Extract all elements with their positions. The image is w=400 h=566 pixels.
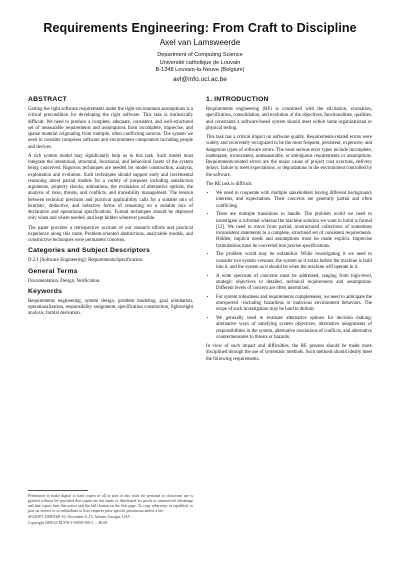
abstract-heading: ABSTRACT bbox=[28, 96, 67, 103]
affiliation-address: B-1348 Louvain-la-Neuve (Belgium) bbox=[155, 67, 245, 73]
affiliation-university: Université catholique de Louvain bbox=[159, 59, 241, 66]
copyright-text: Copyright 2008 ACM 978-1-59593-995-1 ... $5.00. bbox=[28, 521, 109, 526]
list-item: • For system robustness and requirements completeness, we need to anticipate the unexpected –including hazardous or malicious environment behaviors. The scope of such investigation may be hard to delimit. bbox=[216, 295, 372, 314]
intro-paragraph: The RE task is difficult. bbox=[206, 181, 253, 187]
author-email[interactable]: avl@info.ucl.ac.be bbox=[173, 76, 227, 83]
author-name: Axel van Lamsweerde bbox=[159, 38, 241, 47]
left-column bbox=[28, 96, 193, 321]
permission-text: Permission to make digital or hard copies of all or part of this work for personal or classroom use is granted without fee provided that copies are not made or distributed for profit or commercial advantage and that copies bear this notice and the full citation on the first page. To copy otherwise, or republish, to post on servers or to redistribute to lists, requires prior specific permission and/or a fee. bbox=[28, 494, 193, 514]
categories-text: D.2.1 [Software Engineering]: Requirements/Specification. bbox=[28, 258, 144, 264]
keywords-text: Requirements engineering, system design, problem modeling, goal orientation, operationalization, responsibility assignment, specification construction, lightweight analysis, formal derivation. bbox=[28, 298, 193, 317]
intro-paragraph: Requirements engineering (RE) is concerned with the elicitation, evaluation, specification, consolidation, and evolution of the objectives, functionalities, qualities, and constraints a software-based system should meet within some organizational or physical setting. bbox=[206, 107, 372, 131]
abstract-paragraph: Getting the right software requirements under the right environment assumptions is a critical precondition for developing the right software. This task is intrinsically difficult. We need to produce a complete, adequate, consistent, and well-structured set of measurable requirements and assumptions from incomplete, imprecise, and sparse material originating from multiple, often conflicting sources. The system we need to consider comprises software and environment components including people and devices. bbox=[28, 107, 193, 150]
difficulty-list bbox=[206, 191, 372, 341]
categories-heading: Categories and Subject Descriptors bbox=[28, 247, 151, 255]
list-item: • We generally need to evaluate alternative options for decision making: alternative ways of satisfying system objectives, alternative assignments of responsibilities in the system, alternative resolutions of conflicts, and alternative countermeasures to threats or hazards. bbox=[216, 316, 372, 341]
abstract-paragraph: A rich system model may significantly help us in this task. Such model must integrate the intentional, structural, functional, and behavioral facets of the system being conceived. Rigorous techniques are needed for model construction, analysis, exploitation and evolution. Such techniques should support early and incremental reasoning about partial models for a variety of purposes including satisfaction arguments, property checks, animations, the evaluation of alternative options, the analysis of risks, threats, and conflicts, and traceability management. The tension between technical precision and practical applicability calls for a suitable mix of heuristic, deductive, and inductive forms of reasoning on a suitable mix of declarative and operational specifications. Formal techniques should be deployed only when and where needed, and kept hidden wherever possible. bbox=[28, 153, 193, 222]
list-item: • A wide spectrum of concerns must be addressed, ranging from high-level, strategic objectives to detailed, technical requirements and assumptions. Different levels of concern are often intermixed. bbox=[216, 274, 372, 293]
list-item: • We need to cooperate with multiple stakeholders having different background, interests, and expectations. Their concerns are generally partial and often conflicting. bbox=[216, 191, 372, 210]
general-terms-heading: General Terms bbox=[28, 267, 78, 275]
venue-text: SIGSOFT 2008/FSE-16, November 9–15, Atlanta, Georgia, USA bbox=[28, 515, 130, 520]
paper-title: Requirements Engineering: From Craft to Discipline bbox=[43, 21, 357, 35]
keywords-heading: Keywords bbox=[28, 287, 63, 295]
introduction-heading: 1. INTRODUCTION bbox=[206, 96, 269, 103]
footnote-rule bbox=[28, 490, 88, 491]
intro-closing: In view of such impact and difficulties, the RE process should be made more disciplined through the use of systematic methods. Such methods should ideally meet the following requirements. bbox=[206, 344, 372, 362]
general-terms-text: Documentation, Design, Verification. bbox=[28, 278, 101, 284]
intro-paragraph: This task has a critical impact on software quality. Requirements-related errors were widely and recurrently recognized to be the most frequent, persistent, expensive, and dangerous types of software errors. The most serious error types include incomplete, inadequate, inconsistent, unmeasurable, or ambiguous requirements or assumptions. Requirements-related errors are the major cause of project cost overruns, delivery delays, failure to meet expectations, or degradations in the environment controlled by the software. bbox=[206, 135, 372, 178]
affiliation-department: Department of Computing Science bbox=[157, 52, 243, 58]
list-item: • The problem world may be unfamiliar. While investigating it we need to consider two system versions: the system as it exists before the machine is built into it, and the system as it should be when the machine will operate in it. bbox=[216, 252, 372, 271]
permission-footnote bbox=[28, 494, 193, 528]
list-item: • There are multiple transitions to handle. The problem world we need to investigate is informal whereas the machine solution we want to build is formal [12]. We need to move from partial, unstructured collections of sometimes inconsistent statements to a complete, structured set of consistent requirements. Hidden, implicit needs and assumptions must be made explicit. Imprecise formulations must be converted into precise specifications. bbox=[216, 212, 372, 250]
abstract-paragraph: The paper provides a retrospective account of our research efforts and practical experience along this route. Problem-oriented abstractions, analyzable models, and constructive techniques were permanent concerns. bbox=[28, 225, 193, 243]
right-column bbox=[206, 96, 372, 366]
